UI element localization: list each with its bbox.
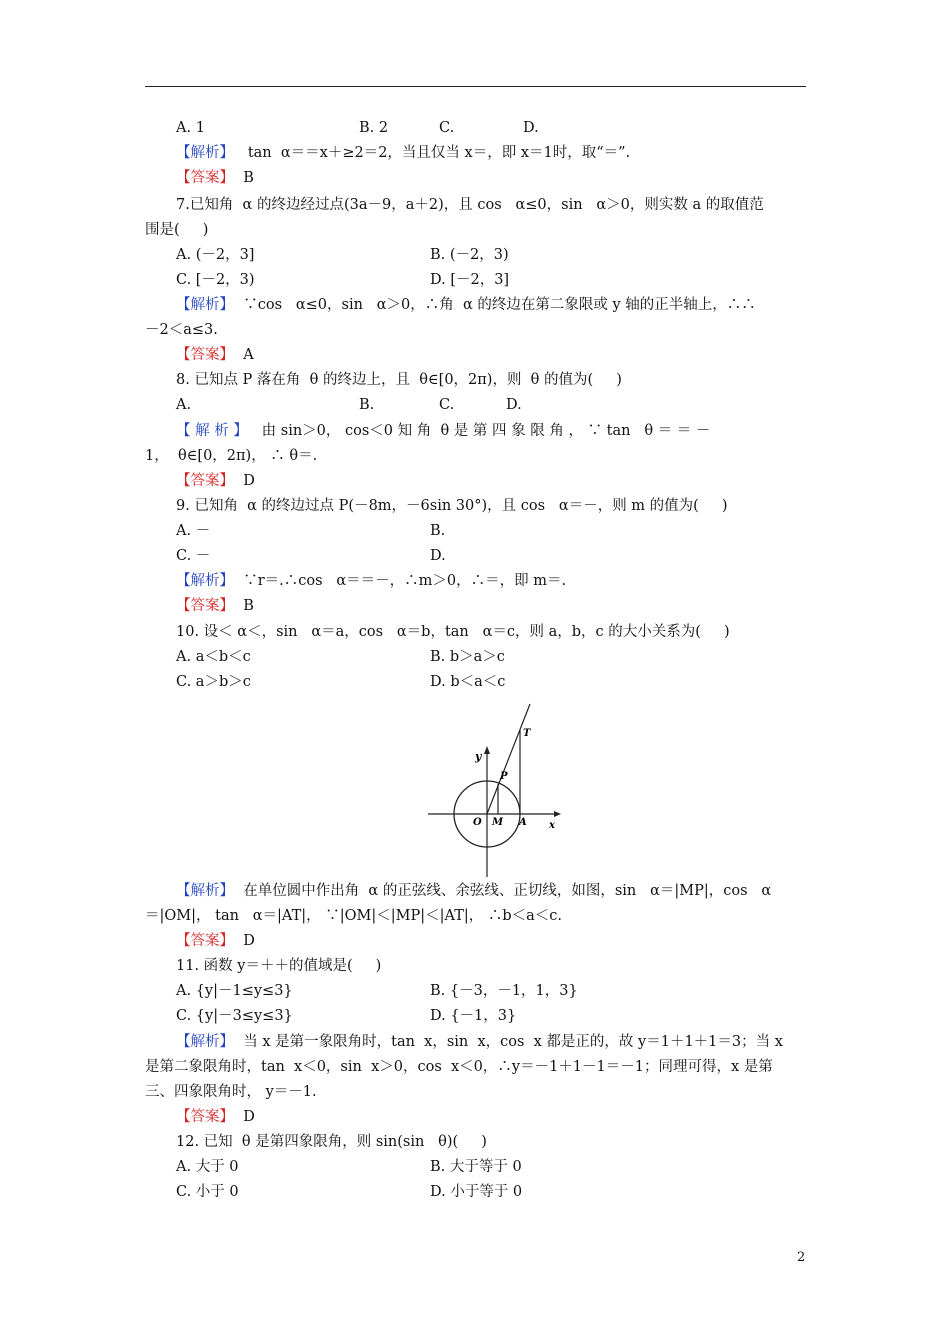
option-l35-1: B. 大于等于 0 xyxy=(430,1159,522,1175)
option-l06-0: A. (－2，3] xyxy=(176,247,255,263)
option-l23-1: D. b＜a＜c xyxy=(430,674,506,690)
line-text: 围是( ) xyxy=(145,222,209,238)
line-text: 8. 已知点 P 落在角 θ 的终边上，且 θ∈[0，2π)，则 θ 的值为( ) xyxy=(176,372,622,388)
line-text: 由 sin＞0， cos＜0 知 角 θ 是 第 四 象 限 角 ， ∵ tan θ ＝ ＝ － xyxy=(247,423,711,439)
text-line-l19 xyxy=(176,571,566,591)
option-l35-0: A. 大于 0 xyxy=(176,1159,239,1175)
text-line-l11 xyxy=(176,370,622,390)
option-l36-1: D. 小于等于 0 xyxy=(430,1184,523,1200)
text-line-l26 xyxy=(176,931,255,951)
analysis-tag: 【解析】 xyxy=(176,883,234,899)
text-line-l02 xyxy=(176,143,630,163)
line-text: 12. 已知 θ 是第四象限角，则 sin(sin θ)( ) xyxy=(176,1134,487,1150)
line-text: 是第二象限角时，tan x＜0，sin x＞0，cos x＜0，∴y＝－1＋1－1＝－1；同理可得，x 是第 xyxy=(145,1059,773,1075)
line-text: ∵r＝.∴cos α＝＝－，∴m＞0，∴＝，即 m＝. xyxy=(234,573,567,589)
line-text: 9. 已知角 α 的终边过点 P(－8m，－6sin 30°)，且 cos α＝－，则 m 的值为( ) xyxy=(176,498,728,514)
line-text: 11. 函数 y＝＋＋的值域是( ) xyxy=(176,958,382,974)
text-line-l10 xyxy=(176,345,254,365)
option-l28-0: A. {y|－1≤y≤3} xyxy=(176,983,293,999)
line-text: －2＜a≤3. xyxy=(145,322,218,338)
line-text: D xyxy=(234,1109,255,1125)
text-line-l03 xyxy=(176,168,254,188)
text-line-l30 xyxy=(176,1032,783,1052)
option-l01-3: D. xyxy=(523,120,539,136)
line-text: 在单位圆中作出角 α 的正弦线、余弦线、正切线，如图，sin α＝|MP|，cos α xyxy=(234,883,772,899)
line-text: 当 x 是第一象限角时，tan x，sin x，cos x 都是正的，故 y＝1＋1＋1＝3；当 x xyxy=(234,1034,783,1050)
line-text: ∵cos α≤0，sin α＞0，∴角 α 的终边在第二象限或 y 轴的正半轴上，∴∴ xyxy=(234,297,756,313)
line-text: 7.已知角 α 的终边经过点(3a－9，a＋2)，且 cos α≤0，sin α＞0，则实数 a 的取值范 xyxy=(176,197,764,213)
analysis-tag: 【解析】 xyxy=(176,573,234,589)
option-l29-1: D. {－1，3} xyxy=(430,1008,517,1024)
label-T: T xyxy=(523,728,531,739)
label-O: O xyxy=(473,817,482,828)
option-l07-0: C. [－2，3) xyxy=(176,272,255,288)
line-text: D xyxy=(234,473,255,489)
text-line-l34 xyxy=(176,1132,487,1152)
line-text: B xyxy=(234,170,254,186)
text-line-l21 xyxy=(176,622,730,642)
label-P: P xyxy=(500,771,508,782)
option-l17-0: A. － xyxy=(176,523,211,539)
answer-tag: 【答案】 xyxy=(176,473,234,489)
line-text: ＝|OM|， tan α＝|AT|， ∵|OM|＜|MP|＜|AT|， ∴b＜a＜c. xyxy=(145,908,563,924)
option-l01-1: B. 2 xyxy=(359,120,389,136)
option-l29-0: C. {y|－3≤y≤3} xyxy=(176,1008,293,1024)
option-l17-1: B. xyxy=(430,523,446,539)
option-l01-0: A. 1 xyxy=(176,120,205,136)
line-text: 三、四象限角时， y＝－1. xyxy=(145,1084,317,1100)
option-l18-0: C. － xyxy=(176,548,211,564)
option-l12-0: A. xyxy=(176,397,192,413)
answer-tag: 【答案】 xyxy=(176,347,234,363)
answer-tag: 【答案】 xyxy=(176,1109,234,1125)
text-line-l24 xyxy=(176,881,771,901)
answer-tag: 【答案】 xyxy=(176,170,234,186)
text-line-l16 xyxy=(176,496,728,516)
x-axis-arrow xyxy=(554,811,561,817)
text-line-l20 xyxy=(176,596,254,616)
option-l07-1: D. [－2，3] xyxy=(430,272,510,288)
text-line-l04 xyxy=(176,195,764,215)
text-line-l15 xyxy=(176,471,255,491)
y-axis-arrow xyxy=(484,746,490,754)
option-l22-1: B. b＞a＞c xyxy=(430,649,505,665)
option-l18-1: D. xyxy=(430,548,446,564)
page-number: 2 xyxy=(797,1250,806,1265)
option-l12-3: D. xyxy=(506,397,522,413)
option-l06-1: B. (－2，3) xyxy=(430,247,509,263)
line-text: 10. 设＜ α＜，sin α＝a，cos α＝b，tan α＝c，则 a，b，c 的大小关系为( ) xyxy=(176,624,730,640)
label-M: M xyxy=(492,817,504,828)
text-line-l09 xyxy=(145,320,218,340)
option-l36-0: C. 小于 0 xyxy=(176,1184,239,1200)
text-line-l31 xyxy=(145,1057,773,1077)
option-l22-0: A. a＜b＜c xyxy=(176,649,251,665)
text-line-l25 xyxy=(145,906,562,926)
unit-circle-figure xyxy=(426,702,566,880)
text-line-l13 xyxy=(176,421,710,441)
label-A: A xyxy=(519,817,527,828)
analysis-tag: 【 解 析 】 xyxy=(176,423,248,439)
text-line-l14 xyxy=(145,446,317,466)
line-text: B xyxy=(234,598,254,614)
header-rule xyxy=(145,86,806,87)
option-l23-0: C. a＞b＞c xyxy=(176,674,251,690)
text-line-l05 xyxy=(145,220,208,240)
analysis-tag: 【解析】 xyxy=(176,1034,234,1050)
line-text: D xyxy=(234,933,255,949)
line-text: 1， θ∈[0，2π)， ∴ θ＝. xyxy=(145,448,318,464)
label-x: x xyxy=(549,820,555,831)
text-line-l32 xyxy=(145,1082,317,1102)
analysis-tag: 【解析】 xyxy=(176,297,234,313)
label-y: y xyxy=(475,750,482,763)
line-text: A xyxy=(234,347,254,363)
analysis-tag: 【解析】 xyxy=(176,145,234,161)
option-l12-2: C. xyxy=(439,397,455,413)
answer-tag: 【答案】 xyxy=(176,933,234,949)
option-l28-1: B. {－3，－1，1，3} xyxy=(430,983,578,999)
text-line-l08 xyxy=(176,295,756,315)
text-line-l27 xyxy=(176,956,381,976)
option-l12-1: B. xyxy=(359,397,375,413)
line-text: tan α＝＝x＋≥2＝2，当且仅当 x＝，即 x＝1时，取“＝”. xyxy=(234,145,631,161)
answer-tag: 【答案】 xyxy=(176,598,234,614)
text-line-l33 xyxy=(176,1107,255,1127)
terminal-side xyxy=(487,704,530,814)
option-l01-2: C. xyxy=(439,120,455,136)
